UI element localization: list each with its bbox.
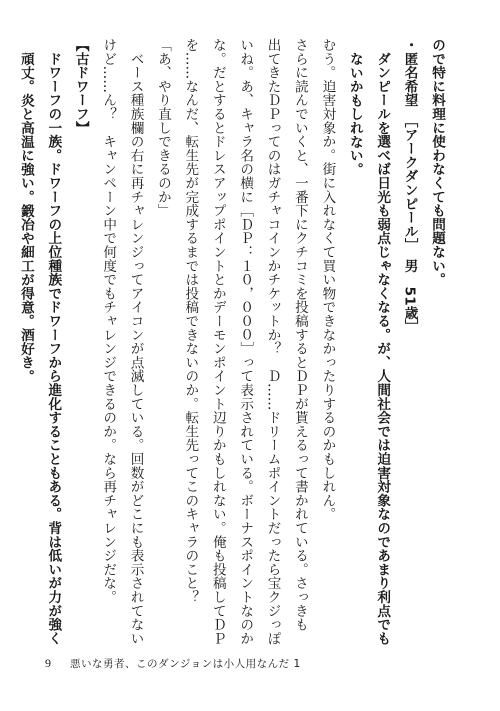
text-column: いね。あ、キャラ名の横に［ＤＰ：１０，０００］って表示されている。ボーナスポイントなのか [237, 38, 254, 646]
text-column: 【古ドワーフ】 [72, 38, 89, 135]
text-column: 頑丈。炎と高温に強い。鍛冶や細工が得意。酒好き。 [17, 51, 34, 383]
text-column: ないかもしれない。 [346, 51, 363, 176]
text-column: を……なんだ、転生先が完成するまでは投稿できないのか。転生先ってこのキャラのこと？ [182, 38, 199, 604]
vertical-text-body [17, 38, 450, 646]
running-title: 悪いな勇者、このダンジョンは小人用なんだ 1 [70, 658, 301, 670]
text-column: 出てきたＤＰってのはガチャコインかチケットか？ Ｄ……ドリームポイントだったら宝クジっぽ [264, 38, 281, 646]
page-number: 9 [45, 656, 51, 670]
text-column: さらに読んでいくと、一番下にクチコミを投稿するとＤＰが貰えるって書かれている。さっきも [291, 38, 308, 632]
text-column: ので特に料理に使わなくても問題ない。 [429, 38, 445, 287]
text-column: むう。迫害対象か。街に入れなくて買い物できなかったりするのかもしれん。 [319, 38, 336, 521]
text-column: ベース種族欄の右に再チャレンジってアイコンが点滅している。回数がどこにも表示されてない [127, 38, 144, 646]
text-column: ドワーフの一族。ドワーフの上位種族でドワーフから進化することもある。背は低いが力が強く [45, 38, 62, 646]
text-column: 「あ、やり直しできるのか」 [154, 38, 171, 218]
text-column: ダンピールを選べば日光も弱点じゃなくなる。が、人間社会では迫害対象なのであまり利点でも [374, 38, 391, 646]
text-column: な。だとするとドレスアップポイントとかデーモンポイント辺りかもしれない。俺も投稿してＤＰ [209, 38, 226, 646]
text-column: けど……ん？ キャンペーン中で何度でもチャレンジできるのか。なら再チャレンジだな。 [100, 38, 117, 604]
text-column: ・匿名希望 ［アークダンピール］ 男 51歳］ [401, 38, 418, 334]
